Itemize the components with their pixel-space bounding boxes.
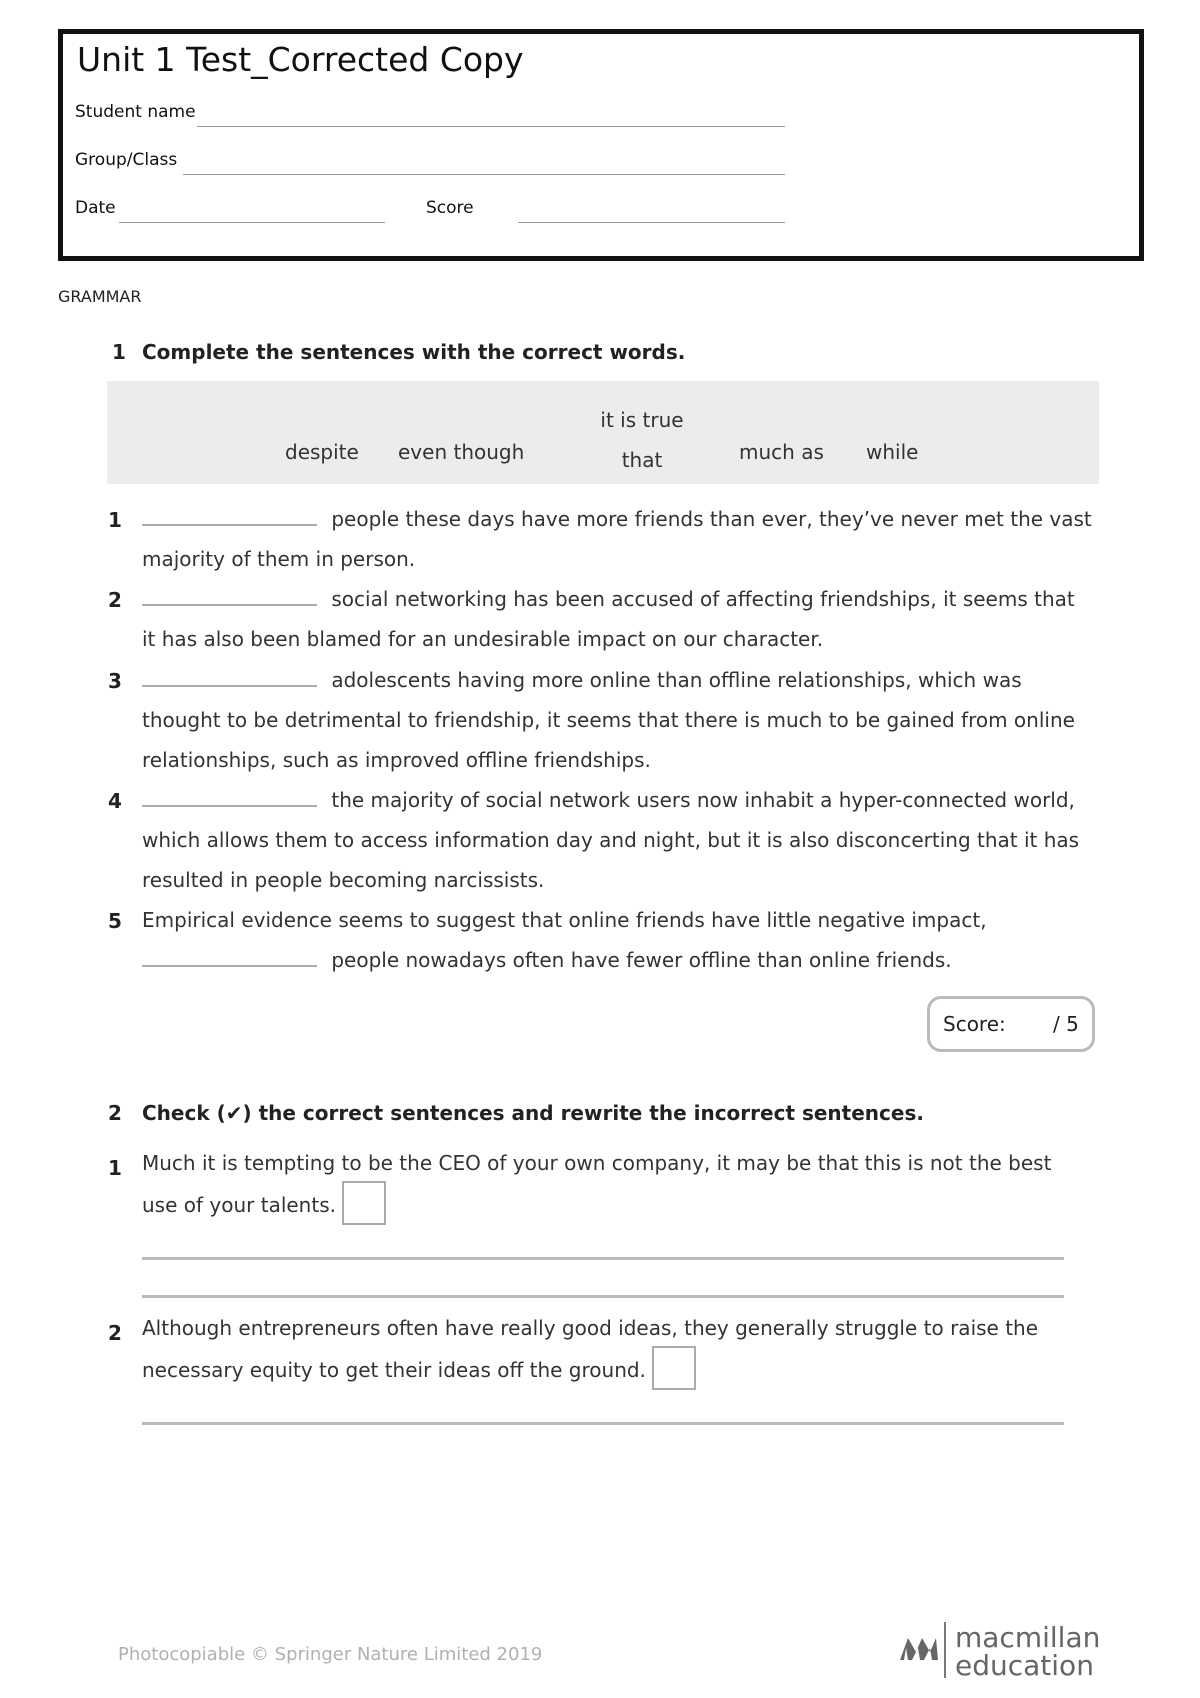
score-badge (927, 996, 1095, 1052)
answer-gap[interactable] (142, 684, 317, 687)
score-badge-label: Score: (943, 1012, 1006, 1036)
check-box[interactable] (652, 1346, 696, 1390)
exercise-1-item: Empirical evidence seems to suggest that online friends have little negative impact, people nowadays often have fewer offline than online friends. (142, 908, 987, 972)
exercise-1-item: social networking has been accused of affecting friendships, it seems that it has also been blamed for an undesirable impact on our character. (142, 587, 1075, 651)
logo-text-line1: macmillan (955, 1621, 1101, 1654)
word-bank-item: despite (285, 440, 359, 464)
answer-line[interactable] (142, 1422, 1064, 1425)
item-number: 1 (108, 1156, 122, 1180)
word-bank-item: it is true that (600, 408, 684, 472)
exercise-1-number: 1 (112, 340, 126, 364)
answer-gap[interactable] (142, 603, 317, 606)
logo-divider (944, 1622, 946, 1678)
copyright-text: Photocopiable © Springer Nature Limited 2019 (118, 1644, 543, 1665)
group-class-label: Group/Class (75, 150, 178, 170)
check-box[interactable] (342, 1181, 386, 1225)
exercise-1-item: the majority of social network users now inhabit a hyper-connected world, which allows them to access information day and night, but it is also disconcerting that it has resulted in people becoming narcissists. (142, 788, 1080, 892)
item-number: 2 (108, 588, 122, 612)
item-number: 1 (108, 508, 122, 532)
word-bank-item: much as (739, 440, 824, 464)
exercise-2-item: Much it is tempting to be the CEO of your own company, it may be that this is not the best use of your talents. (142, 1142, 1082, 1229)
word-bank-item: while (866, 440, 919, 464)
exercise-1-item: people these days have more friends than ever, they’ve never met the vast majority of them in person. (142, 507, 1092, 571)
section-label: GRAMMAR (58, 287, 142, 306)
answer-line[interactable] (142, 1257, 1064, 1260)
student-name-field[interactable] (197, 126, 785, 127)
item-number: 2 (108, 1321, 122, 1345)
exercise-1-item: adolescents having more online than offline relationships, which was thought to be detrimental to friendship, it seems that there is much to be gained from online relationships, such as improved offline friendships. (142, 668, 1075, 772)
exercise-2-number: 2 (108, 1101, 122, 1125)
word-bank-item: even though (398, 440, 525, 464)
student-name-label: Student name (75, 102, 196, 122)
exercise-2-instruction: Check (✔) the correct sentences and rewrite the incorrect sentences. (142, 1101, 924, 1125)
header-box (58, 29, 1144, 261)
exercise-2-item: Although entrepreneurs often have really good ideas, they generally struggle to raise the necessary equity to get their ideas off the ground. (142, 1307, 1082, 1394)
date-field[interactable] (119, 222, 385, 223)
item-number: 4 (108, 789, 122, 813)
group-class-field[interactable] (183, 174, 785, 175)
score-field[interactable] (518, 222, 785, 223)
document-title: Unit 1 Test_Corrected Copy (77, 40, 524, 79)
logo-text-line2: education (955, 1649, 1094, 1682)
date-label: Date (75, 198, 116, 218)
answer-gap[interactable] (142, 523, 317, 526)
item-number: 3 (108, 669, 122, 693)
score-badge-total: / 5 (1053, 1012, 1079, 1036)
item-number: 5 (108, 909, 122, 933)
word-bank (107, 381, 1099, 484)
macmillan-logo-icon (898, 1632, 940, 1662)
answer-line[interactable] (142, 1295, 1064, 1298)
exercise-1-instruction: Complete the sentences with the correct words. (142, 340, 686, 364)
answer-gap[interactable] (142, 804, 317, 807)
score-label: Score (426, 198, 474, 218)
answer-gap[interactable] (142, 964, 317, 967)
